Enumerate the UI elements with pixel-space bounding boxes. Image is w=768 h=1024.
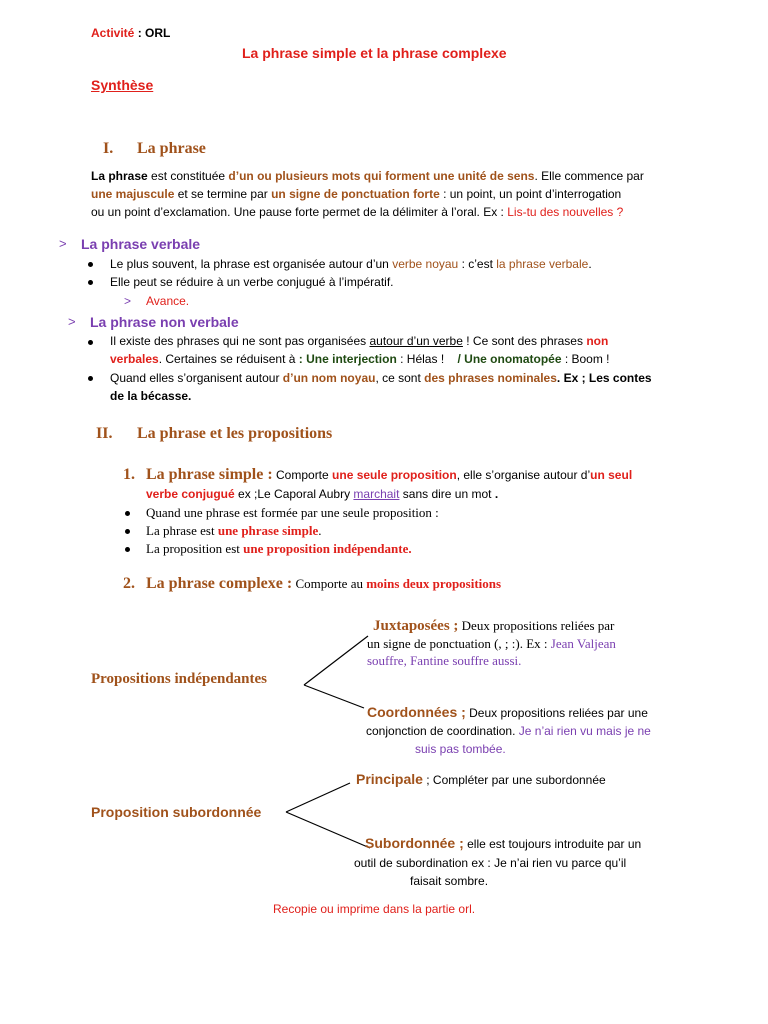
activity-value: ORL — [145, 26, 171, 40]
section-1-title: La phrase — [137, 140, 206, 157]
connector-line-coordonnees — [304, 685, 364, 708]
arrow-icon: > — [59, 236, 67, 251]
subordonnee-line-2: outil de subordination ex : Je n’ai rien vu parce qu’il — [354, 856, 627, 870]
nonverbale-bullet-2-line-1: Quand elles s’organisent autour d’un nom noyau, ce sont des phrases nominales. Ex ; Les contes — [110, 371, 652, 385]
simple-line-2: verbe conjugué ex ;Le Caporal Aubry marchait sans dire un mot . — [146, 487, 499, 501]
juxtaposees-line-1: Juxtaposées ; Deux propositions reliées par — [373, 618, 615, 634]
verbale-bullet-1: Le plus souvent, la phrase est organisée autour d’un verbe noyau : c’est la phrase verbale. — [110, 257, 592, 271]
coordonnees-line-3: suis pas tombée. — [415, 742, 506, 756]
subordonnee-main-label: Proposition subordonnée — [91, 804, 262, 820]
activity-line: Activité : ORL — [91, 26, 171, 40]
verbale-heading: La phrase verbale — [81, 236, 201, 252]
footer-instruction: Recopie ou imprime dans la partie orl. — [273, 902, 476, 916]
simple-number: 1. — [123, 466, 135, 483]
juxtaposees-line-2: un signe de ponctuation (, ; :). Ex : Jean Valjean — [367, 636, 616, 651]
connector-line-principale — [286, 783, 350, 812]
nonverbale-heading: La phrase non verbale — [90, 314, 239, 330]
complexe-number: 2. — [123, 575, 135, 592]
simple-bullet-2: La phrase est une phrase simple. — [146, 523, 322, 538]
section-2-title: La phrase et les propositions — [137, 425, 333, 442]
coordonnees-line-2: conjonction de coordination. Je n’ai rien vu mais je ne — [366, 724, 651, 738]
subordonnee-line-1: Subordonnée ; elle est toujours introduite par un — [365, 835, 642, 851]
imperative-example: Avance. — [146, 294, 190, 308]
arrow-icon: > — [68, 314, 76, 329]
phrase-definition-line-2: une majuscule et se termine par un signe de ponctuation forte : un point, un point d’interrogation — [91, 187, 622, 201]
independantes-label: Propositions indépendantes — [91, 671, 268, 687]
subordonnee-line-3: faisait sombre. — [410, 874, 489, 888]
page-title: La phrase simple et la phrase complexe — [242, 45, 507, 61]
simple-line-1: La phrase simple : Comporte une seule proposition, elle s’organise autour d’un seul — [146, 466, 633, 483]
simple-bullet-1: Quand une phrase est formée par une seule proposition : — [146, 505, 439, 520]
juxtaposees-line-3: souffre, Fantine souffre aussi. — [367, 653, 522, 668]
nonverbale-bullet-1-line-2: verbales. Certaines se réduisent à : Une interjection : Hélas ! / Une onomatopée : Boom ! — [110, 352, 610, 366]
principale-line: Principale ; Compléter par une subordonnée — [356, 771, 606, 787]
activity-label: Activité — [91, 26, 135, 40]
nonverbale-bullet-2-line-2: de la bécasse. — [110, 389, 192, 403]
complexe-line: La phrase complexe : Comporte au moins deux propositions — [146, 575, 502, 592]
section-2-number: II. — [96, 425, 113, 442]
section-1-number: I. — [103, 140, 114, 157]
simple-bullet-3: La proposition est une proposition indépendante. — [146, 541, 412, 556]
arrow-icon: > — [124, 294, 132, 308]
connector-line-juxtaposees — [304, 636, 368, 685]
verbale-bullet-2: Elle peut se réduire à un verbe conjugué à l’impératif. — [110, 275, 394, 289]
phrase-definition-line-3: ou un point d’exclamation. Une pause forte permet de la délimiter à l’oral. Ex : Lis-tu des nouvelles ? — [91, 205, 624, 219]
synthese-heading: Synthèse — [91, 77, 154, 93]
connector-line-subordonnee — [286, 812, 370, 848]
coordonnees-line-1: Coordonnées ; Deux propositions reliées par une — [367, 704, 648, 720]
phrase-definition-line-1: La phrase est constituée d’un ou plusieurs mots qui forment une unité de sens. Elle commence par — [91, 169, 644, 183]
nonverbale-bullet-1-line-1: Il existe des phrases qui ne sont pas organisées autour d’un verbe ! Ce sont des phrases non — [110, 334, 609, 348]
